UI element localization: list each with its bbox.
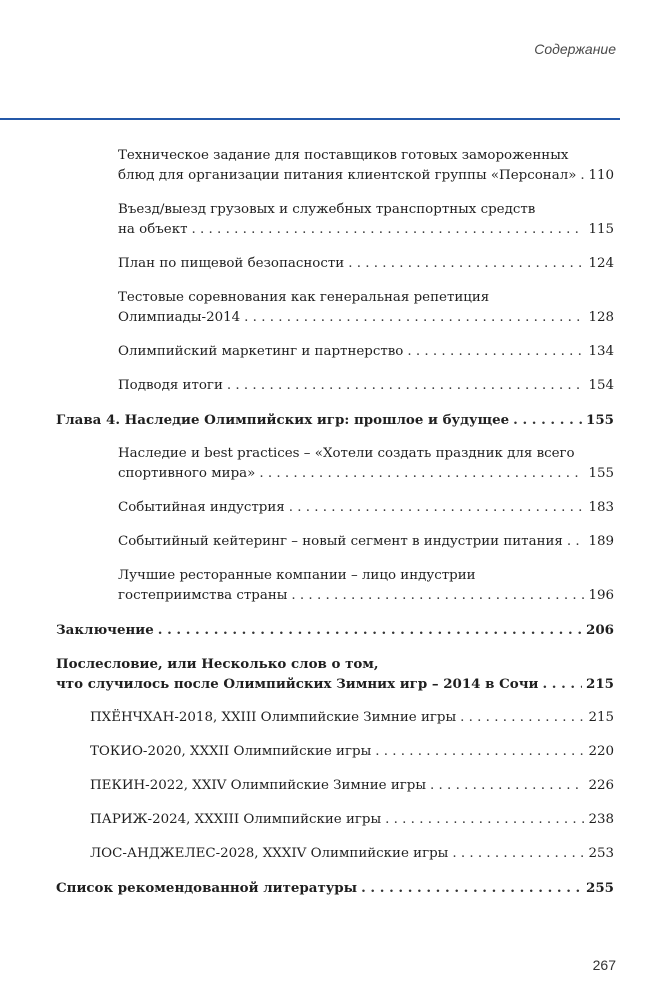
toc-entry[interactable]: [56, 342, 614, 362]
toc-page-number: 110: [588, 168, 614, 183]
toc-chapter-title: что случилось после Олимпийских Зимних игр – 2014 в Сочи: [56, 676, 539, 692]
toc-entry[interactable]: [56, 444, 614, 484]
dot-leader: [513, 410, 582, 430]
dot-leader: [227, 376, 585, 396]
toc-entry-title: Тестовые соревнования как генеральная репетиция: [118, 290, 490, 305]
toc-entry-title: Олимпийский маркетинг и партнерство: [118, 344, 404, 359]
toc-page-number: 189: [588, 534, 614, 549]
toc-entry-title: Техническое задание для поставщиков готовых замороженных: [118, 148, 569, 163]
toc-page-number: 226: [588, 778, 614, 793]
toc-entry-title: ПЕКИН-2022, XXIV Олимпийские Зимние игры: [90, 778, 427, 793]
header-rule: [0, 118, 620, 120]
toc-page-number: 238: [588, 812, 614, 827]
toc-entry-title: Подводя итоги: [118, 378, 223, 393]
dot-leader: [348, 254, 584, 274]
toc-page-number: 155: [588, 466, 614, 481]
toc-chapter-entry[interactable]: [56, 620, 614, 640]
toc-entry-title: ЛОС-АНДЖЕЛЕС-2028, XXXIV Олимпийские игры: [90, 846, 449, 861]
toc-entry-title: Въезд/выезд грузовых и служебных транспортных средств: [118, 202, 536, 217]
toc-page-number: 220: [588, 744, 614, 759]
running-title: Содержание: [534, 41, 616, 57]
toc-page-number: 134: [588, 344, 614, 359]
toc-entry-title: План по пищевой безопасности: [118, 256, 345, 271]
toc-page-number: 154: [588, 378, 614, 393]
dot-leader: [158, 620, 582, 640]
toc-page-number: 215: [588, 710, 614, 725]
toc-entry[interactable]: [56, 288, 614, 328]
toc-page-number: 128: [588, 310, 614, 325]
dot-leader: [452, 844, 584, 864]
toc-entry[interactable]: [56, 146, 614, 186]
toc-entry[interactable]: [56, 532, 614, 552]
toc-entry-title: Событийный кейтеринг – новый сегмент в индустрии питания: [118, 534, 563, 549]
dot-leader: [289, 498, 585, 518]
dot-leader: [192, 220, 585, 240]
toc-entry[interactable]: [56, 776, 614, 796]
toc-chapter-title: Список рекомендованной литературы: [56, 880, 358, 896]
toc-page-number: 215: [586, 676, 614, 692]
dot-leader: [460, 708, 584, 728]
dot-leader: [580, 166, 584, 186]
toc-entry-title: Лучшие ресторанные компании – лицо индустрии: [118, 568, 476, 583]
dot-leader: [375, 742, 584, 762]
toc-entry-title: спортивного мира»: [118, 466, 256, 481]
dot-leader: [385, 810, 584, 830]
toc-page-number: 206: [586, 622, 614, 638]
dot-leader: [291, 586, 584, 606]
toc-chapter-entry[interactable]: [56, 654, 614, 694]
toc-chapter-title: Глава 4. Наследие Олимпийских игр: прошлое и будущее: [56, 412, 510, 428]
toc-entry-title: Событийная индустрия: [118, 500, 285, 515]
toc-entry-title: ПХЁНЧХАН-2018, XXIII Олимпийские Зимние игры: [90, 710, 457, 725]
dot-leader: [361, 878, 582, 898]
toc-page-number: 124: [588, 256, 614, 271]
toc-page-number: 253: [588, 846, 614, 861]
toc-entry-title: Наследие и best practices – «Хотели создать праздник для всего: [118, 446, 575, 461]
toc-entry[interactable]: [56, 742, 614, 762]
page-number: 267: [592, 957, 616, 973]
dot-leader: [542, 674, 582, 694]
dot-leader: [430, 776, 584, 796]
toc-entry-title: ПАРИЖ-2024, XXXIII Олимпийские игры: [90, 812, 382, 827]
toc-chapter-title: Послесловие, или Несколько слов о том,: [56, 656, 379, 672]
toc-entry-title: ТОКИО-2020, XXXII Олимпийские игры: [90, 744, 372, 759]
toc-entry[interactable]: [56, 844, 614, 864]
dot-leader: [567, 532, 585, 552]
toc-entry-title: гостеприимства страны: [118, 588, 288, 603]
toc-entry-title: на объект: [118, 222, 188, 237]
toc-page-number: 196: [588, 588, 614, 603]
dot-leader: [259, 464, 584, 484]
toc-chapter-title: Заключение: [56, 622, 154, 638]
toc-entry[interactable]: [56, 498, 614, 518]
toc-entry[interactable]: [56, 810, 614, 830]
toc-entry[interactable]: [56, 376, 614, 396]
toc-entry[interactable]: [56, 566, 614, 606]
toc-entry[interactable]: [56, 200, 614, 240]
toc-entry[interactable]: [56, 254, 614, 274]
toc-chapter-entry[interactable]: [56, 410, 614, 430]
toc-page-number: 155: [586, 412, 614, 428]
dot-leader: [407, 342, 584, 362]
toc-page-number: 115: [588, 222, 614, 237]
toc-entry[interactable]: [56, 708, 614, 728]
toc-entry-title: Олимпиады-2014: [118, 310, 241, 325]
table-of-contents: [56, 146, 614, 898]
toc-entry-title: блюд для организации питания клиентской группы «Персонал»: [118, 168, 577, 183]
toc-page-number: 183: [588, 500, 614, 515]
toc-page-number: 255: [586, 880, 614, 896]
dot-leader: [244, 308, 584, 328]
toc-chapter-entry[interactable]: [56, 878, 614, 898]
